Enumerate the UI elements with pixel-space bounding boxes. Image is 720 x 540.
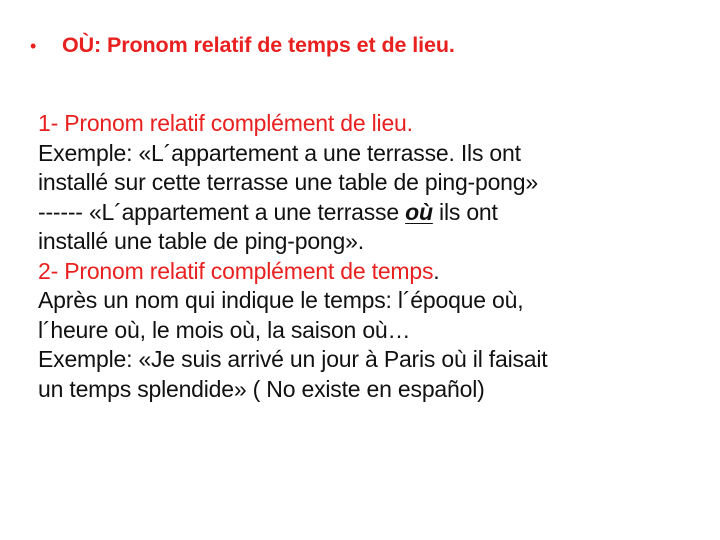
- heading-temps-line: [38, 257, 718, 287]
- example-1-line-3: [38, 198, 718, 228]
- example-2-line-1: Exemple: «Je suis arrivé un jour à Paris où il faisait: [38, 346, 548, 372]
- heading-temps-period: .: [433, 257, 440, 284]
- example-1-line-3-prefix: ------ «L´appartement a une terrasse: [38, 198, 406, 225]
- rule-line-1: Après un nom qui indique le temps: l´époque où,: [38, 287, 524, 313]
- example-1-line-3-suffix: ils ont: [432, 198, 498, 225]
- slide-body: [38, 109, 718, 404]
- example-2-line-2: un temps splendide» ( No existe en español): [38, 375, 485, 402]
- heading-temps: 2- Pronom relatif complément de temps: [38, 257, 434, 284]
- example-1-line-2: installé sur cette terrasse une table de ping-pong»: [38, 169, 538, 195]
- example-1-line-4: installé une table de ping-pong».: [38, 228, 364, 254]
- emphasized-ou: où: [405, 198, 433, 225]
- title-row: [30, 33, 455, 58]
- slide-title: OÙ: Pronom relatif de temps et de lieu.: [62, 33, 455, 57]
- bullet-icon: •: [30, 36, 37, 56]
- heading-lieu: 1- Pronom relatif complément de lieu.: [38, 110, 413, 136]
- example-1-line-1: Exemple: «L´appartement a une terrasse. Ils ont: [38, 139, 521, 166]
- rule-line-2: l´heure où, le mois où, la saison où…: [38, 316, 411, 343]
